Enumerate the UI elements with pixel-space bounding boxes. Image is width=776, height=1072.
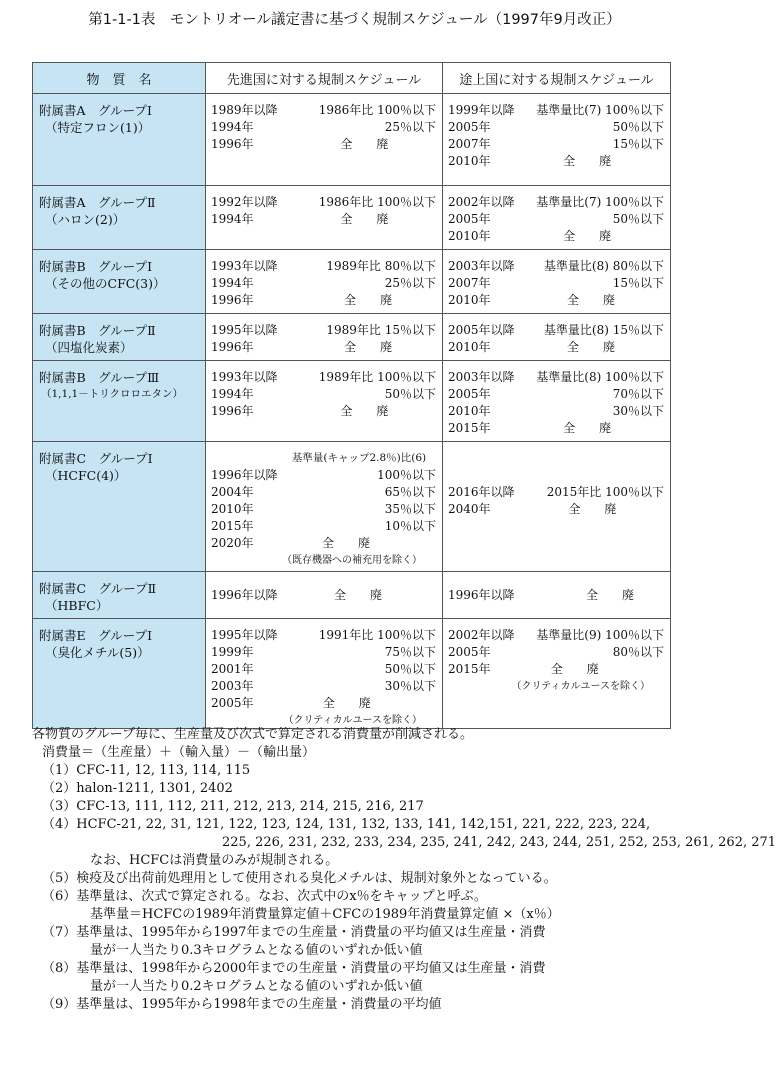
value: 10％以下	[384, 519, 436, 533]
year: 2002年以降	[448, 195, 515, 209]
footnote-4: （4）HCFC-21, 22, 31, 121, 122, 123, 124, 131, 132, 133, 141, 142,151, 221, 222, 223, 224,	[42, 817, 651, 832]
developed-cell	[206, 314, 443, 361]
substance-group: 附属書B グループⅡ	[39, 323, 156, 338]
value: 15％以下	[612, 137, 664, 151]
value: 基準量比(8) 15％以下	[543, 323, 664, 337]
value: 15％以下	[612, 276, 664, 290]
header-developed: 先進国に対する規制スケジュール	[206, 63, 443, 94]
value: 全 廃	[340, 137, 389, 151]
value: 80％以下	[612, 645, 664, 659]
value: 100％以下	[377, 468, 436, 482]
substance-group: 附属書A グループⅠ	[39, 103, 152, 118]
value: 全 廃	[566, 340, 615, 354]
year: 1993年以降	[211, 259, 278, 273]
footnote-7-cont: 量が一人当たり0.3キログラムとなる値のいずれか低い値	[90, 943, 423, 958]
year: 2015年	[448, 662, 491, 676]
year: 2010年	[448, 293, 491, 307]
developed-cell	[206, 250, 443, 314]
schedule-table	[32, 62, 671, 729]
value: 全 廃	[563, 154, 612, 168]
year: 1999年以降	[448, 103, 515, 117]
developing-cell	[443, 250, 671, 314]
developed-cell	[206, 361, 443, 442]
developed-cell	[206, 186, 443, 250]
value: 25％以下	[384, 276, 436, 290]
value: 全 廃	[566, 293, 615, 307]
value: 全 廃	[321, 536, 370, 550]
year: 1996年	[211, 404, 254, 418]
footnote-1: （1）CFC-11, 12, 113, 114, 115	[42, 763, 251, 778]
substance-name: （HCFC(4)）	[45, 468, 127, 483]
value: 全 廃	[563, 421, 612, 435]
developing-cell	[443, 619, 671, 729]
developing-cell	[443, 94, 671, 186]
substance-name: （臭化メチル(5)）	[45, 645, 150, 660]
footnote-formula: 消費量＝（生産量）＋（輸入量）－（輸出量）	[42, 745, 316, 760]
developed-cell	[206, 94, 443, 186]
footnote-3: （3）CFC-13, 111, 112, 211, 212, 213, 214, 215, 216, 217	[42, 799, 424, 814]
header-substance: 物 質 名	[33, 63, 206, 94]
year: 1994年	[211, 120, 254, 134]
year: 2002年以降	[448, 628, 515, 642]
year: 2005年以降	[448, 323, 515, 337]
year: 1992年以降	[211, 195, 278, 209]
footnote-6: （6）基準量は、次式で算定される。なお、次式中のx％をキャップと呼ぶ。	[42, 889, 487, 904]
value: 25％以下	[384, 120, 436, 134]
table-row	[33, 361, 671, 442]
value: 50％以下	[612, 212, 664, 226]
value: 1991年比 100％以下	[318, 628, 436, 642]
value: 全 廃	[563, 229, 612, 243]
substance-cell	[33, 186, 206, 250]
value: 基準量比(7) 100％以下	[536, 195, 664, 209]
footnote-8: （8）基準量は、1998年から2000年までの生産量・消費量の平均値又は生産量・消費	[42, 961, 546, 976]
year: 1994年	[211, 387, 254, 401]
substance-name: （HBFC）	[45, 598, 109, 613]
year: 2010年	[448, 404, 491, 418]
value: 全 廃	[585, 587, 634, 602]
value: 全 廃	[340, 404, 389, 418]
developing-cell	[443, 186, 671, 250]
substance-cell	[33, 94, 206, 186]
value: 30％以下	[612, 404, 664, 418]
value: 1986年比 100％以下	[318, 103, 436, 117]
value: 50％以下	[384, 662, 436, 676]
value: 70％以下	[612, 387, 664, 401]
note: （クリティカルユースを除く）	[511, 681, 650, 692]
substance-cell	[33, 314, 206, 361]
value: 1989年比 80％以下	[326, 259, 436, 273]
year: 1994年	[211, 212, 254, 226]
year: 2010年	[448, 229, 491, 243]
footnote-5: （5）検疫及び出荷前処理用として使用される臭化メチルは、規制対象外となっている。	[42, 871, 557, 886]
year: 2020年	[211, 536, 254, 550]
substance-group: 附属書B グループⅠ	[39, 259, 153, 274]
year: 2005年	[448, 120, 491, 134]
value: 全 廃	[344, 293, 393, 307]
year: 2010年	[448, 154, 491, 168]
value: 全 廃	[322, 696, 371, 710]
year: 1996年以降	[448, 587, 515, 602]
value: 30％以下	[384, 679, 436, 693]
table-title: 第1-1-1表 モントリオール議定書に基づく規制スケジュール（1997年9月改正）	[88, 12, 621, 28]
year: 2010年	[211, 502, 254, 516]
table-row	[33, 94, 671, 186]
header-developing: 途上国に対する規制スケジュール	[443, 63, 671, 94]
developing-cell	[443, 572, 671, 619]
footnote-2: （2）halon-1211, 1301, 2402	[42, 781, 233, 796]
value: 全 廃	[333, 587, 382, 602]
year: 1999年	[211, 645, 254, 659]
year: 1996年	[211, 293, 254, 307]
value: 基準量比(8) 80％以下	[543, 259, 664, 273]
value: 50％以下	[384, 387, 436, 401]
note: （クリティカルユースを除く）	[283, 715, 422, 726]
value: 1989年比 15％以下	[326, 323, 436, 337]
substance-group: 附属書E グループⅠ	[39, 628, 153, 643]
value: 65％以下	[384, 485, 436, 499]
year: 1996年以降	[211, 468, 278, 482]
year: 2005年	[448, 645, 491, 659]
substance-name: （ハロン(2)）	[45, 212, 126, 227]
year: 1993年以降	[211, 370, 278, 384]
developing-cell	[443, 314, 671, 361]
developed-cell	[206, 572, 443, 619]
substance-name: （四塩化炭素）	[45, 340, 133, 355]
year: 2010年	[448, 340, 491, 354]
year: 2004年	[211, 485, 254, 499]
value: 35％以下	[384, 502, 436, 516]
value: 基準量比(8) 100％以下	[536, 370, 664, 384]
table-row	[33, 250, 671, 314]
year: 2005年	[211, 696, 254, 710]
table-row	[33, 619, 671, 729]
year: 2003年	[211, 679, 254, 693]
year: 2003年以降	[448, 370, 515, 384]
year: 1996年	[211, 340, 254, 354]
footnote-9: （9）基準量は、1995年から1998年までの生産量・消費量の平均値	[42, 997, 442, 1012]
substance-cell	[33, 361, 206, 442]
year: 1995年以降	[211, 323, 278, 337]
value: 75％以下	[384, 645, 436, 659]
year: 2007年	[448, 137, 491, 151]
substance-cell	[33, 572, 206, 619]
value: 1989年比 100％以下	[318, 370, 436, 384]
table-row	[33, 314, 671, 361]
value: 2015年比 100％以下	[546, 485, 664, 499]
substance-cell	[33, 619, 206, 729]
developed-cell	[206, 619, 443, 729]
substance-name: （その他のCFC(3)）	[45, 276, 166, 291]
value: 1986年比 100％以下	[318, 195, 436, 209]
footnote-8-cont: 量が一人当たり0.2キログラムとなる値のいずれか低い値	[90, 979, 423, 994]
footnote-7: （7）基準量は、1995年から1997年までの生産量・消費量の平均値又は生産量・消費	[42, 925, 546, 940]
year: 2005年	[448, 212, 491, 226]
value: 全 廃	[344, 340, 393, 354]
value: 全 廃	[568, 502, 617, 516]
table-row	[33, 572, 671, 619]
substance-group: 附属書B グループⅢ	[39, 370, 160, 385]
note: （既存機器への補充用を除く）	[282, 555, 422, 566]
year: 2016年以降	[448, 485, 515, 499]
year: 2040年	[448, 502, 491, 516]
substance-name: （特定フロン(1)）	[45, 120, 151, 135]
footnote-intro: 各物質のグループ毎に、生産量及び次式で算定される消費量が削減される。	[32, 727, 473, 742]
footnote-4-cont: 225, 226, 231, 232, 233, 234, 235, 241, 242, 243, 244, 251, 252, 253, 261, 262, 271	[222, 835, 776, 850]
substance-name: （1,1,1－トリクロロエタン）	[41, 388, 184, 400]
substance-cell	[33, 442, 206, 572]
developing-cell	[443, 361, 671, 442]
footnotes	[32, 726, 776, 1014]
year: 2015年	[211, 519, 254, 533]
value: 全 廃	[340, 212, 389, 226]
substance-group: 附属書C グループⅡ	[39, 581, 157, 596]
year: 2015年	[448, 421, 491, 435]
substance-group: 附属書C グループⅠ	[39, 451, 153, 466]
value: 基準量比(7) 100％以下	[536, 103, 664, 117]
substance-group: 附属書A グループⅡ	[39, 195, 156, 210]
value: 基準量(キャップ2.8％)比(6)	[291, 452, 427, 464]
year: 1994年	[211, 276, 254, 290]
year: 2007年	[448, 276, 491, 290]
developing-cell	[443, 442, 671, 572]
developed-cell	[206, 442, 443, 572]
footnote-6-formula: 基準量＝HCFCの1989年消費量算定値＋CFCの1989年消費量算定値 ×（x％）	[90, 907, 560, 922]
year: 1989年以降	[211, 103, 278, 117]
year: 2005年	[448, 387, 491, 401]
value: 50％以下	[612, 120, 664, 134]
value: 全 廃	[550, 662, 599, 676]
table-row	[33, 186, 671, 250]
substance-cell	[33, 250, 206, 314]
year: 2003年以降	[448, 259, 515, 273]
year: 2001年	[211, 662, 254, 676]
header-row	[33, 63, 671, 94]
year: 1995年以降	[211, 628, 278, 642]
table-row	[33, 442, 671, 572]
year: 1996年以降	[211, 587, 278, 602]
year: 1996年	[211, 137, 254, 151]
value: 基準量比(9) 100％以下	[536, 628, 664, 642]
footnote-4-note: なお、HCFCは消費量のみが規制される。	[90, 853, 339, 868]
